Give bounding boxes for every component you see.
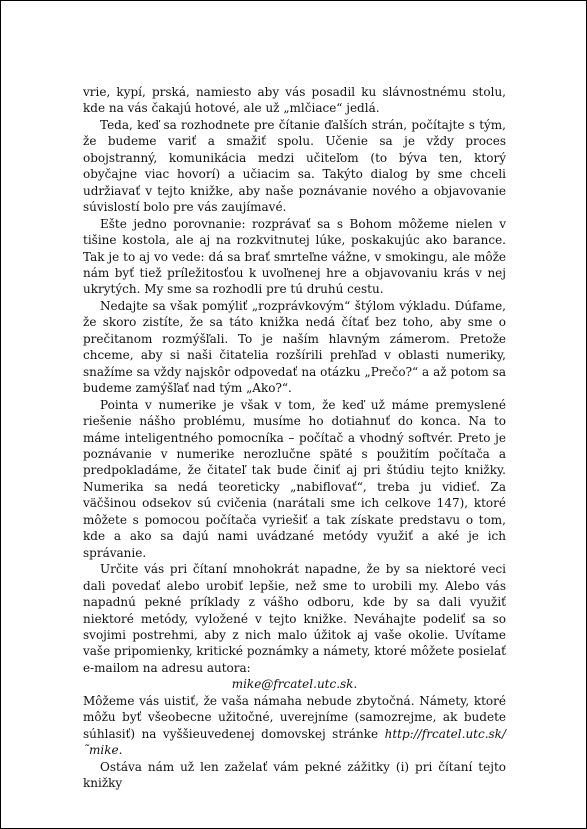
body-text — [83, 84, 506, 791]
paragraph-7 — [83, 693, 506, 759]
paragraph-5: Pointa v numerike je však v tom, že keď už máme premyslené riešenie nášho problému, musíme ho dotiahnuť do konca. Na to máme inteligentného pomocníka – počítač a vhodný softvér. Preto je poznávanie v numerike nerozlučne späté s použitím počítača a predpokladáme, že čitateľ tak bude činiť aj pri štúdiu tejto knižky. Numerika sa nedá teoreticky „nabiflovať“, treba ju vidieť. Za väčšinou odsekov sú cvičenia (narátali sme ich celkove 147), ktoré môžete s pomocou počítača vyriešiť a tak získate predstavu o tom, kde a ako sa dajú nami uvádzané metódy využiť a aké je ich správanie. — [83, 397, 506, 560]
paragraph-7-text: Môžeme vás uistiť, že vaša námaha nebude zbytočná. Námety, ktoré môžu byť všeobecne užitočné, uverejníme (samozrejme, ak budete súhlasiť) na vyššieuvedenej domovskej stránke — [83, 693, 506, 741]
paragraph-3: Ešte jedno porovnanie: rozprávať sa s Bohom môžeme nielen v tišine kostola, ale aj na rozkvitnutej lúke, poskakujúc ako barance. Tak je to aj vo vede: dá sa brať smrteľne vážne, v smokingu, ale môže nám byť tiež príležitosťou k uvoľnenej hre a objavovaniu krás v nej ukrytých. My sme sa rozhodli pre tú druhú cestu. — [83, 216, 506, 297]
paragraph-8: Ostáva nám už len zaželať vám pekné zážitky (i) pri čítaní tejto knižky — [83, 759, 506, 791]
paragraph-7-end: . — [118, 743, 123, 758]
paragraph-2: Teda, keď sa rozhodnete pre čítanie ďalších strán, počítajte s tým, že budeme variť a smažiť spolu. Učenie sa je vždy proces obojstranný, komunikácia medzi učiteľom (to býva ten, ktorý obyčajne viac hovorí) a učiacim sa. Takýto dialog by sme chceli udržiavať v tejto knižke, aby naše poznávanie nového a objavovanie súvislostí bolo pre vás zaujímavé. — [83, 117, 506, 215]
homepage-url[interactable]: http://frcatel.utc.sk/˜mike — [83, 726, 506, 758]
paragraph-4: Nedajte sa však pomýliť „rozprávkovým“ štýlom výkladu. Dúfame, že skoro zistíte, že sa táto knižka nedá čítať bez toho, aby sme o prečitanom rozmýšľali. To je naším hlavným zámerom. Pretože chceme, aby si naši čitatelia rozšírili prehľad v oblasti numeriky, snažíme sa vždy najskôr odpovedať na otázku „Prečo?“ a až potom sa budeme zamýšľať nad tým „Ako?“. — [83, 298, 506, 396]
paragraph-1: vrie, kypí, prská, namiesto aby vás posadil ku slávnostnému stolu, kde na vás čakajú hotové, ale už „mlčiace“ jedlá. — [83, 85, 506, 116]
author-email[interactable]: mike@frcatel.utc.sk. — [231, 677, 358, 692]
paragraph-6: Určite vás pri čítaní mnohokrát napadne, že by sa niektoré veci dali povedať alebo urobiť lepšie, než sme to urobili my. Alebo vás napadnú pekné príklady z vášho odboru, kde by sa dali využiť niektoré metódy, vyložené v tejto knižke. Neváhajte podeliť sa so svojimi postrehmi, aby z nich malo úžitok aj vaše okolie. Uvítame vaše pripomienky, kritické poznámky a námety, ktoré môžete posielať e-mailom na adresu autora: — [83, 562, 506, 675]
